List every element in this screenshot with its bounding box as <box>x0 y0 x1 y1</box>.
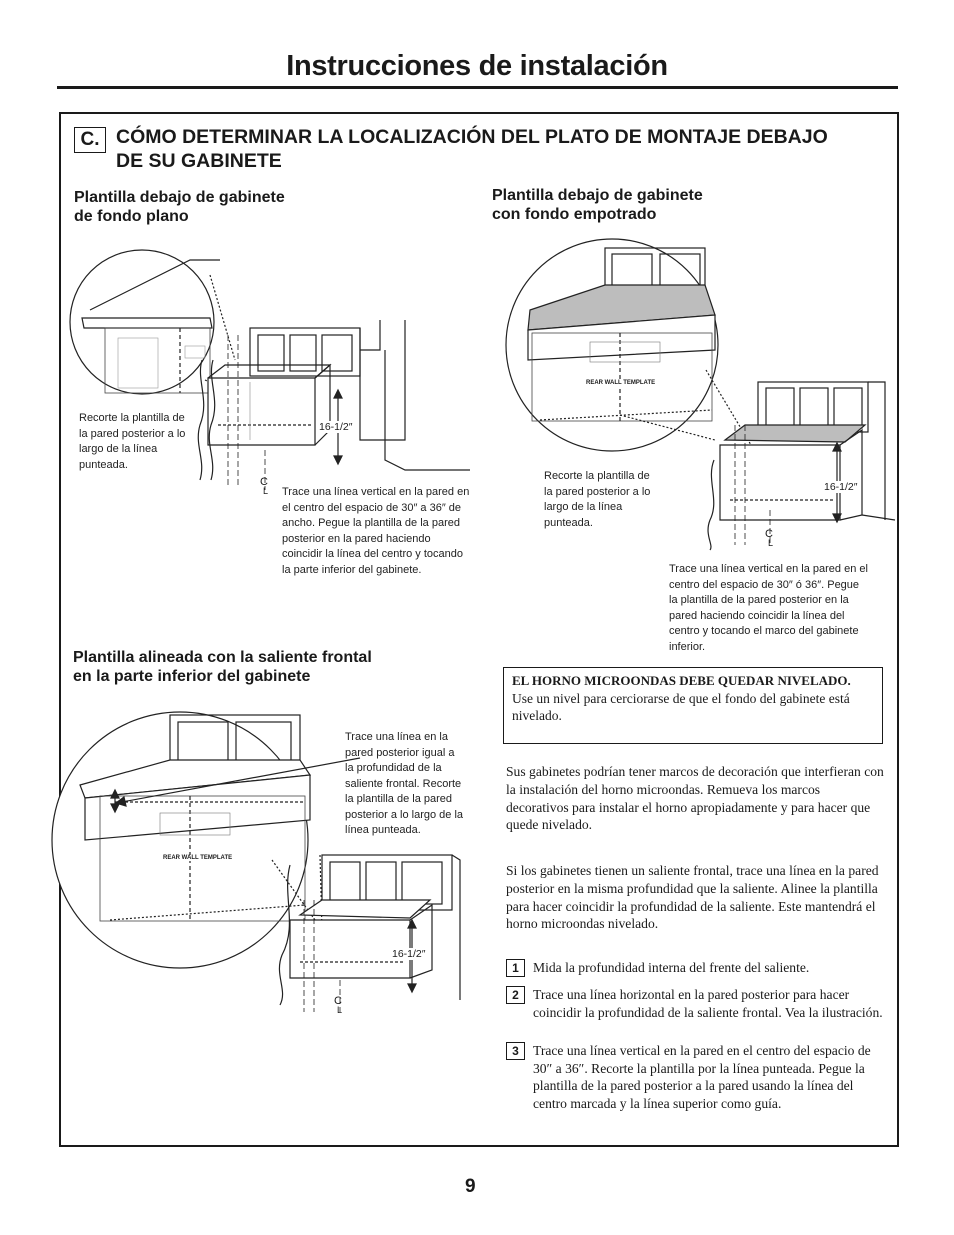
step-text: Trace una línea vertical en la pared en el centro del espacio de 30″ a 36″. Recorte la plantilla por la línea punteada. Pegue la plantilla de la pared posterior a la pared usando la línea del centro marcada y la línea superior como guía. <box>533 1043 871 1111</box>
level-note-box <box>503 667 883 744</box>
step-text: Trace una línea horizontal en la pared posterior para hacer coincidir la profundidad de la saliente frontal. Vea la ilustración. <box>533 987 883 1020</box>
fig-lip-trace-caption: Trace una línea en la pared posterior igual a la profundidad de la saliente frontal. Recorte la plantilla de la pared posterior a lo largo de la línea punteada. <box>345 731 464 836</box>
step-number: 3 <box>506 1042 525 1060</box>
page-number: 9 <box>465 1176 476 1197</box>
fig-flat-trace-caption: Trace una línea vertical en la pared en el centro del espacio de 30″ a 36″ de ancho. Pegue la plantilla de la pared posterior en la pared haciendo coincidir la línea del centro y tocando la parte inferior del gabinete. <box>282 486 470 576</box>
fig-recessed-trace-caption: Trace una línea vertical en la pared en el centro del espacio de 30″ ó 36″. Pegue la plantilla de la pared posterior en la pared haciendo coincidir la línea del centro y tocando el marco del gabinete inferior. <box>669 563 868 653</box>
fig-recessed-centerline-mark: C L <box>765 528 774 548</box>
fig-lip-centerline-mark: C L <box>334 995 343 1015</box>
fig-recessed-template-label: REAR WALL TEMPLATE <box>586 380 656 386</box>
fig-flat-dimension: 16-1/2″ <box>319 421 353 433</box>
step-number: 2 <box>506 986 525 1004</box>
fig-recessed-dimension: 16-1/2″ <box>824 481 858 493</box>
fig-flat-centerline-mark: C L <box>260 476 269 496</box>
fig-recessed-cut-caption: Recorte la plantilla de la pared posterior a lo largo de la línea punteada. <box>544 470 651 529</box>
level-note-text: Use un nivel para cerciorarse de que el fondo del gabinete está nivelado. <box>512 691 850 723</box>
paragraph-lip: Si los gabinetes tienen un saliente frontal, trace una línea en la pared posterior en la misma profundidad que la saliente. Alinee la plantilla para hacer coincidir la profundidad de la saliente. Este mantendrá el horno microondas nivelado. <box>506 863 879 932</box>
fig-flat-cut-caption: Recorte la plantilla de la pared posterior a lo largo de la línea punteada. <box>79 412 186 471</box>
fig-lip-template-label: REAR WALL TEMPLATE <box>163 855 233 861</box>
step-text: Mida la profundidad interna del frente del saliente. <box>533 960 810 975</box>
section-title: CÓMO DETERMINAR LA LOCALIZACIÓN DEL PLATO DE MONTAJE DEBAJO DE SU GABINETE <box>116 126 828 172</box>
fig-lip-dimension: 16-1/2″ <box>392 948 426 960</box>
page-title: Instrucciones de instalación <box>286 50 668 82</box>
fig-flat-heading: Plantilla debajo de gabinete de fondo plano <box>74 189 285 225</box>
fig-lip-heading: Plantilla alineada con la saliente frontal en la parte inferior del gabinete <box>73 649 372 685</box>
paragraph-trim: Sus gabinetes podrían tener marcos de decoración que interfieran con la instalación del horno microondas. Remueva los marcos decorativos para instalar el horno apropiadamente y para hacer que quede nivelado. <box>506 764 884 833</box>
step-number: 1 <box>506 959 525 977</box>
level-note-heading: EL HORNO MICROONDAS DEBE QUEDAR NIVELADO. <box>512 673 851 688</box>
section-letter: C. <box>74 127 106 153</box>
title-rule <box>57 86 898 89</box>
fig-recessed-heading: Plantilla debajo de gabinete con fondo empotrado <box>492 187 703 223</box>
